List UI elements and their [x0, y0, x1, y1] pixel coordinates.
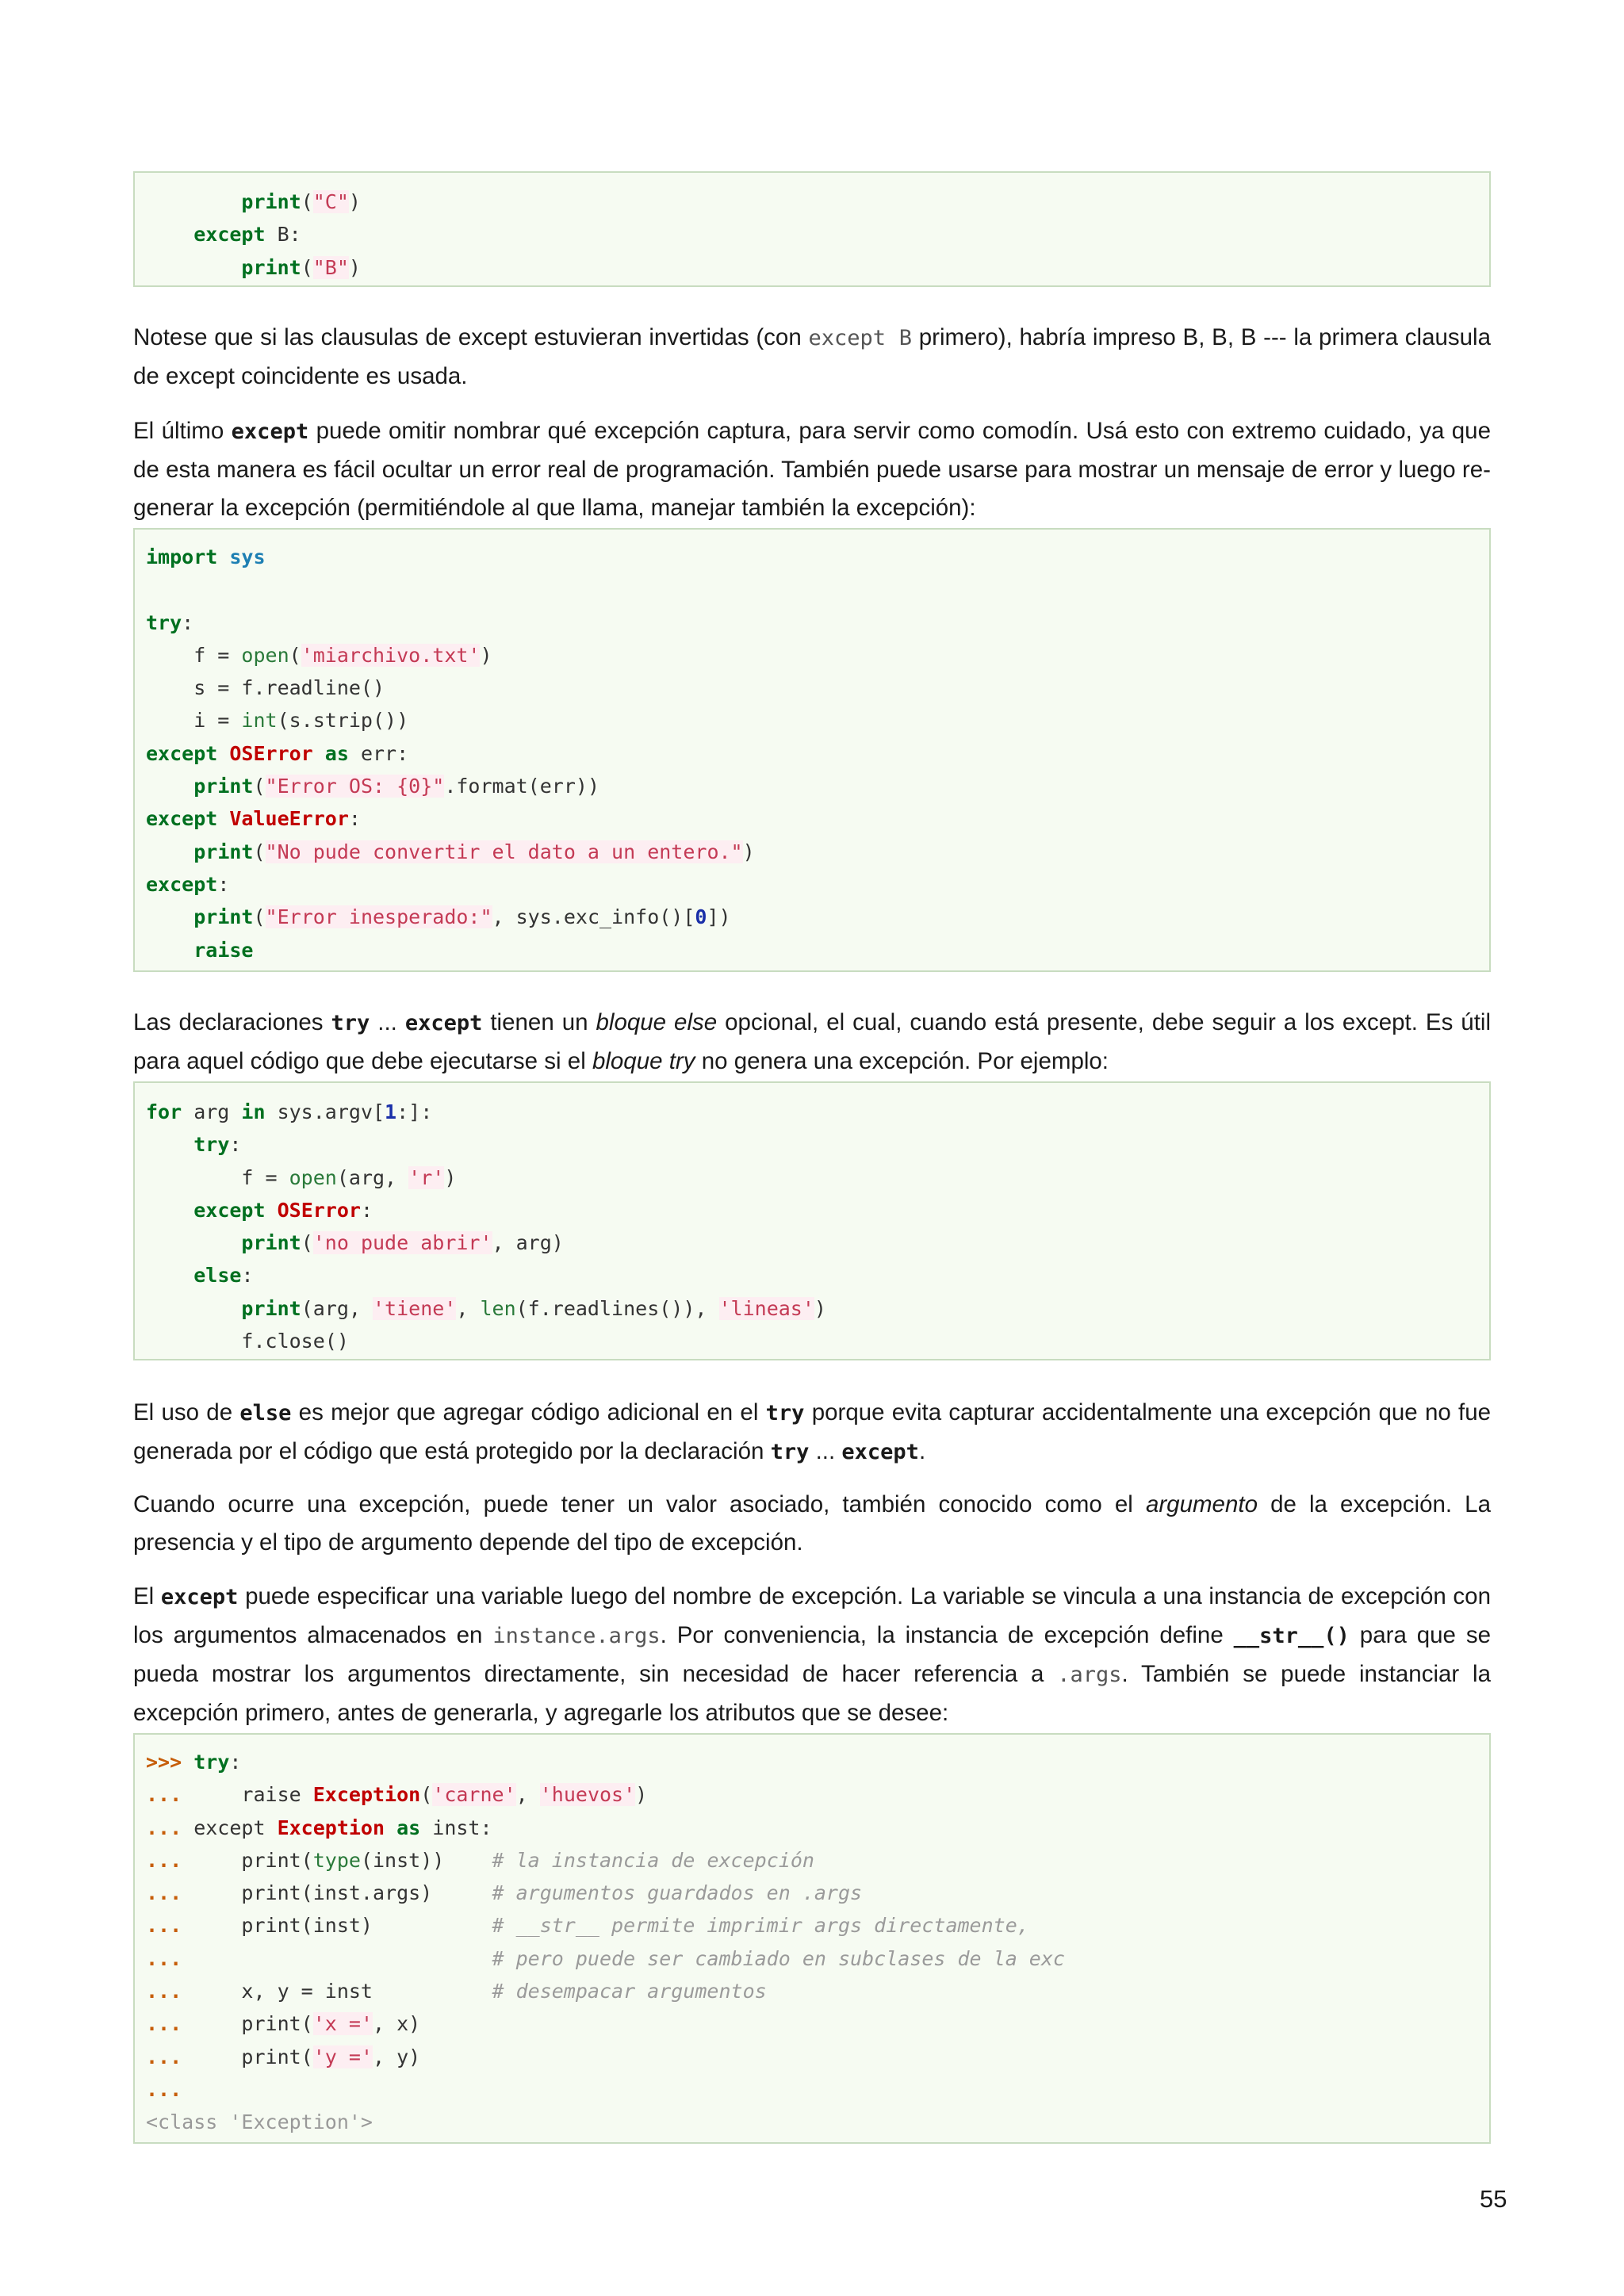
text: puede omitir nombrar qué excepción captura, para servir como comodín. Usá esto con extremo cuidado, ya que de esta manera es fácil ocultar un error real de programación. También puede usarse para mostrar un mensaje de error y luego re-generar la excepción (permitiéndole al que llama, manejar también la excepción): [133, 418, 1491, 521]
text: Las declaraciones [133, 1009, 331, 1035]
inline-code: except [841, 1440, 919, 1464]
code-line [146, 573, 1478, 606]
code-line: ... [146, 2077, 182, 2101]
code-line: ... print(inst.args) # argumentos guardados en .args [146, 1881, 863, 1905]
page-number: 55 [1480, 2185, 1507, 2213]
text: para que se pueda mostrar los argumentos directamente, sin necesidad de hacer referencia a [133, 1622, 1491, 1687]
paragraph-2 [133, 412, 1491, 527]
inline-code: except [231, 419, 309, 444]
code-line: print("Error inesperado:", sys.exc_info()[0]) [193, 905, 731, 929]
code-line: f.close() [146, 1330, 349, 1353]
paragraph-1 [133, 319, 1491, 396]
code-line: except OSError as err: [146, 741, 409, 765]
text: . Por conveniencia, la instancia de excepción define [660, 1622, 1234, 1648]
code-line: except: [146, 872, 230, 896]
code-line: print("Error OS: {0}".format(err)) [193, 775, 599, 798]
text: . [918, 1438, 926, 1464]
paragraph-4 [133, 1394, 1491, 1471]
code-line: except B: [193, 223, 301, 247]
code-line: raise [193, 938, 254, 962]
code-line: ... print('x =', x) [146, 2012, 421, 2036]
emphasis: bloque else [596, 1009, 718, 1035]
text: opcional, el cual, cuando está presente, debe seguir a los except. Es útil para aquel código que debe ejecutarse si el [133, 1009, 1491, 1074]
inline-code: .args [1057, 1663, 1122, 1687]
inline-code: except [404, 1011, 483, 1035]
code-block-4 [133, 1733, 1491, 2144]
code-line: ... raise Exception('carne', 'huevos') [146, 1783, 648, 1807]
inline-code: __str__() [1233, 1624, 1350, 1648]
code-line: ... except Exception as inst: [146, 1816, 492, 1839]
text: tienen un [482, 1009, 596, 1035]
inline-code: else [239, 1401, 292, 1425]
code-line: try: [193, 1133, 242, 1157]
text: El uso de [133, 1399, 240, 1425]
code-block-1 [133, 171, 1491, 287]
text: primero), habría impreso B, B, B --- la primera clausula de except coincidente es usada. [133, 324, 1492, 389]
code-line: <class 'Exception'> [146, 2110, 373, 2134]
code-line: import sys [146, 545, 266, 568]
code-line: try: [146, 610, 194, 634]
code-line: f = open(arg, 'r') [146, 1165, 457, 1189]
text: porque evita capturar accidentalmente una excepción que no fue generada por el código que está protegido por la declaración [133, 1399, 1492, 1464]
code-line: >>> try: [146, 1751, 242, 1774]
text: . También se puede instanciar la excepción primero, antes de generarla, y agregarle los atributos que se desee: [133, 1661, 1491, 1726]
code-line: ... x, y = inst # desempacar argumentos [146, 1980, 767, 2003]
inline-code: try [765, 1401, 805, 1425]
text: Cuando ocurre una excepción, puede tener un valor asociado, también conocido como el [133, 1491, 1146, 1517]
inline-code: except [160, 1585, 239, 1609]
emphasis: bloque try [592, 1048, 695, 1074]
text: Notese que si las clausulas de except estuvieran invertidas (con [133, 324, 809, 350]
text: ... [809, 1438, 842, 1464]
paragraph-5 [133, 1486, 1491, 1562]
code-line: f = open('miarchivo.txt') [146, 643, 492, 667]
code-line: i = int(s.strip()) [146, 709, 409, 733]
code-line: print(arg, 'tiene', len(f.readlines()), 'lineas') [241, 1296, 826, 1320]
inline-code: try [770, 1440, 810, 1464]
text: es mejor que agregar código adicional en el [291, 1399, 766, 1425]
code-line: print("B") [241, 255, 361, 279]
text: ... [370, 1009, 405, 1035]
code-line: print('no pude abrir', arg) [241, 1231, 564, 1255]
emphasis: argumento [1145, 1491, 1258, 1517]
text: El último [133, 418, 232, 444]
code-line: print("C") [241, 190, 361, 213]
code-line: else: [193, 1264, 254, 1288]
inline-code: try [331, 1011, 370, 1035]
code-line: ... # pero puede ser cambiado en subclases de la exc [146, 1946, 1065, 1970]
paragraph-3 [133, 1004, 1491, 1081]
code-line: ... print(type(inst)) # la instancia de excepción [146, 1848, 814, 1872]
text: de la excepción. La presencia y el tipo de argumento depende del tipo de excepción. [133, 1491, 1491, 1556]
code-line: ... print(inst) # __str__ permite imprimir args directamente, [146, 1914, 1029, 1938]
text: puede especificar una variable luego del nombre de excepción. La variable se vincula a una instancia de excepción con los argumentos almacenados en [133, 1583, 1491, 1648]
text: El [133, 1583, 161, 1609]
code-line: except OSError: [193, 1198, 373, 1222]
code-block-3 [133, 1081, 1491, 1360]
inline-code: instance.args [492, 1624, 661, 1648]
paragraph-6 [133, 1578, 1491, 1732]
code-line: except ValueError: [146, 807, 361, 831]
code-line: s = f.readline() [146, 676, 385, 700]
code-line: print("No pude convertir el dato a un entero.") [193, 840, 755, 863]
text: no genera una excepción. Por ejemplo: [695, 1048, 1109, 1074]
inline-code: except B [808, 326, 913, 350]
code-block-2 [133, 528, 1491, 972]
code-line: for arg in sys.argv[1:]: [146, 1100, 433, 1123]
code-line: ... print('y =', y) [146, 2045, 421, 2068]
